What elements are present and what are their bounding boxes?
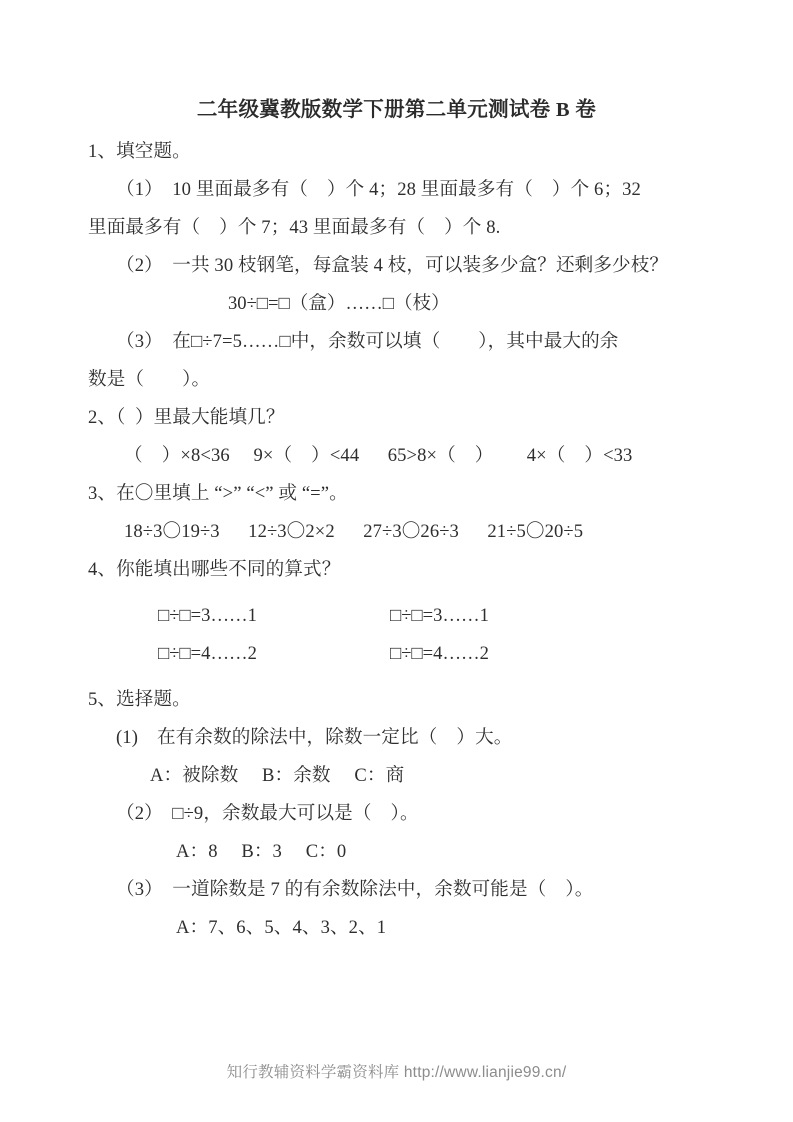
spacer [88,121,705,133]
question-2-heading: 2、（ ）里最大能填几？ [88,406,285,428]
question-4-row-2-right: □÷□=4……2 [390,642,489,664]
question-1-part-2-line-1: （2） 一共 30 枝钢笔，每盒装 4 枝，可以装多少盒？还剩多少枝？ [116,254,669,276]
question-4-row-1-right: □÷□=3……1 [390,604,489,626]
question-4-row-1 [88,597,705,635]
question-5-heading: 5、选择题。 [88,688,191,710]
question-4-row-2 [88,635,705,673]
question-2-expressions: （ ）×8<36 9×（ ）<44 65>8×（ ） 4×（ ）<33 [124,444,633,466]
question-1-heading: 1、填空题。 [88,140,191,162]
page-title: 二年级冀教版数学下册第二单元测试卷 B 卷 [196,99,597,121]
question-1-part-3-line-1: （3） 在□÷7=5……□中，余数可以填（ ），其中最大的余 [116,330,619,352]
question-5-item-3-stem: （3） 一道除数是 7 的有余数除法中，余数可能是（ ）。 [116,878,594,900]
question-4-heading: 4、你能填出哪些不同的算式？ [88,558,341,580]
question-5-item-2-stem: （2） □÷9，余数最大可以是（ ）。 [116,802,419,824]
question-5-item-3-options: A：7、6、5、4、3、2、1 [176,916,387,938]
question-1-part-1-line-2: 里面最多有（ ）个 7；43 里面最多有（ ）个 8. [88,216,501,238]
question-1-part-3-line-2: 数是（ ）。 [88,368,211,390]
question-5-item-2-options: A：8 B：3 C：0 [176,840,347,862]
question-4-row-1-left: □÷□=3……1 [158,604,257,626]
question-5-item-1-stem: (1) 在有余数的除法中，除数一定比（ ）大。 [116,726,513,748]
question-3-heading: 3、在〇里填上 “>” “<” 或 “=”。 [88,482,348,504]
question-4-row-2-left: □÷□=4……2 [158,642,257,664]
question-3-expressions: 18÷3〇19÷3 12÷3〇2×2 27÷3〇26÷3 21÷5〇20÷5 [124,520,584,542]
question-1-part-1-line-1: （1） 10 里面最多有（ ）个 4；28 里面最多有（ ）个 6；32 [116,178,641,200]
question-5-item-1-options: A：被除数 B：余数 C：商 [150,764,405,786]
question-1-part-2-equation: 30÷□=□（盒）……□（枝） [228,292,450,314]
footer-watermark: 知行教辅资料学霸资料库 http://www.lianjie99.cn/ [226,1064,567,1081]
